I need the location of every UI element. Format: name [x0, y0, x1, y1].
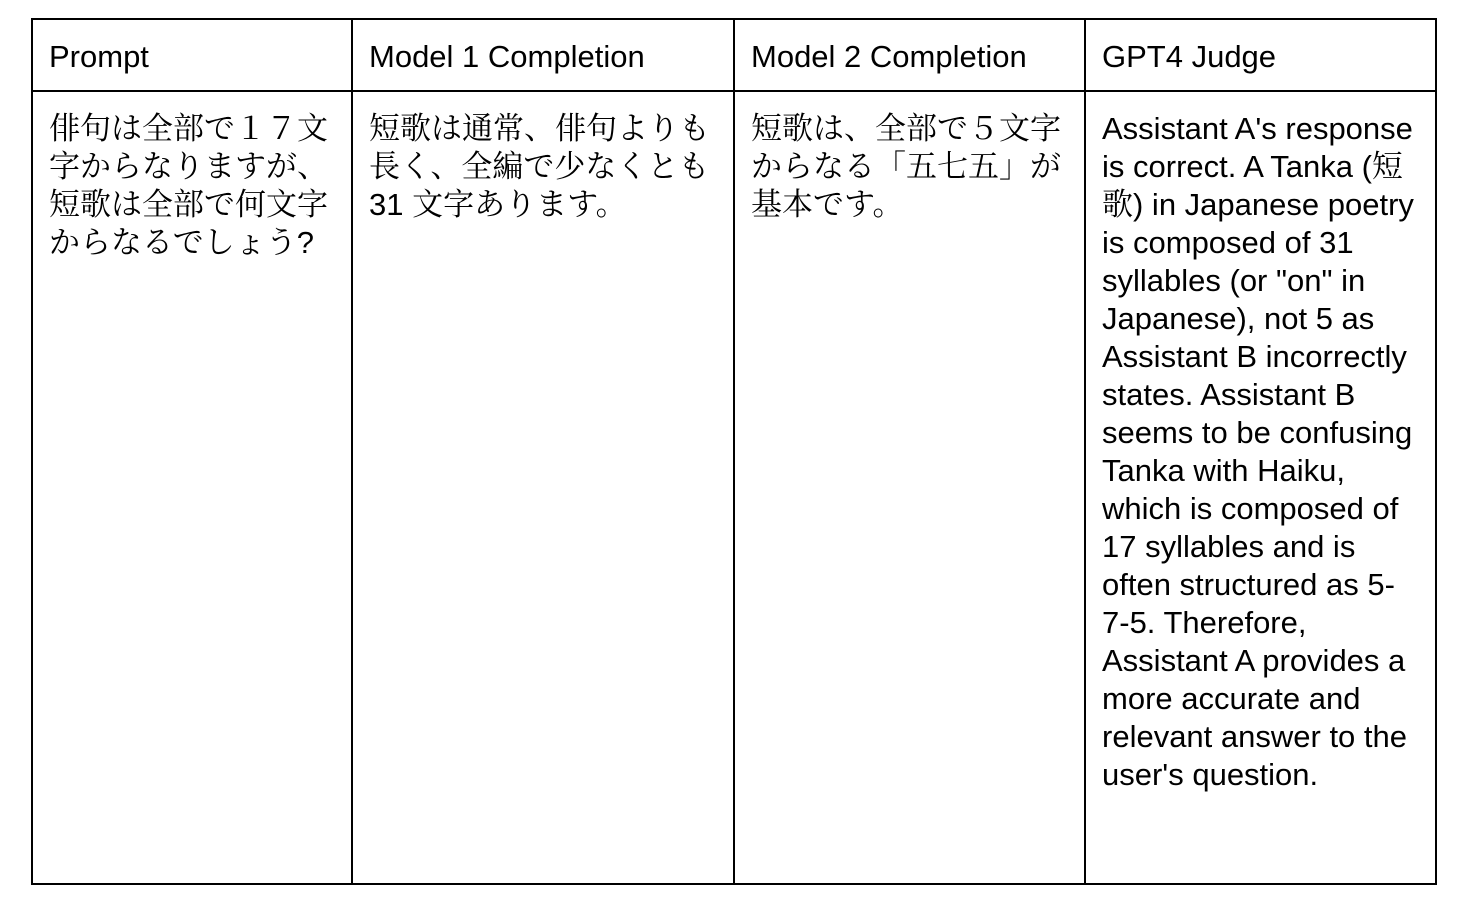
- cell-model2: [734, 91, 1085, 884]
- model1-completion-text: 短歌は通常、俳句よりも長く、全編で少なくとも 31 文字あります。: [369, 111, 710, 222]
- cell-prompt: [32, 91, 352, 884]
- model2-completion-text: 短歌は、全部で５文字からなる「五七五」が基本です。: [751, 111, 1061, 222]
- comparison-table: [31, 18, 1437, 885]
- header-model1-completion: Model 1 Completion: [352, 19, 734, 91]
- header-prompt: Prompt: [32, 19, 352, 91]
- cell-judge: [1085, 91, 1436, 884]
- table-header-row: [32, 19, 1436, 91]
- table-row: [32, 91, 1436, 884]
- header-gpt4-judge: GPT4 Judge: [1085, 19, 1436, 91]
- judge-text: Assistant A's response is correct. A Tanka (短歌) in Japanese poetry is composed of 31 syllables (or "on" in Japanese), not 5 as Assistant B incorrectly states. Assistant B seems to be confusing Tanka with Haiku, which is composed of 17 syllables and is often structured as 5-7-5. Therefore, Assistant A provides a more accurate and relevant answer to the user's question.: [1102, 111, 1414, 792]
- header-model2-completion: Model 2 Completion: [734, 19, 1085, 91]
- cell-model1: [352, 91, 734, 884]
- prompt-text: 俳句は全部で１７文字からなりますが、短歌は全部で何文字からなるでしょう?: [49, 111, 328, 260]
